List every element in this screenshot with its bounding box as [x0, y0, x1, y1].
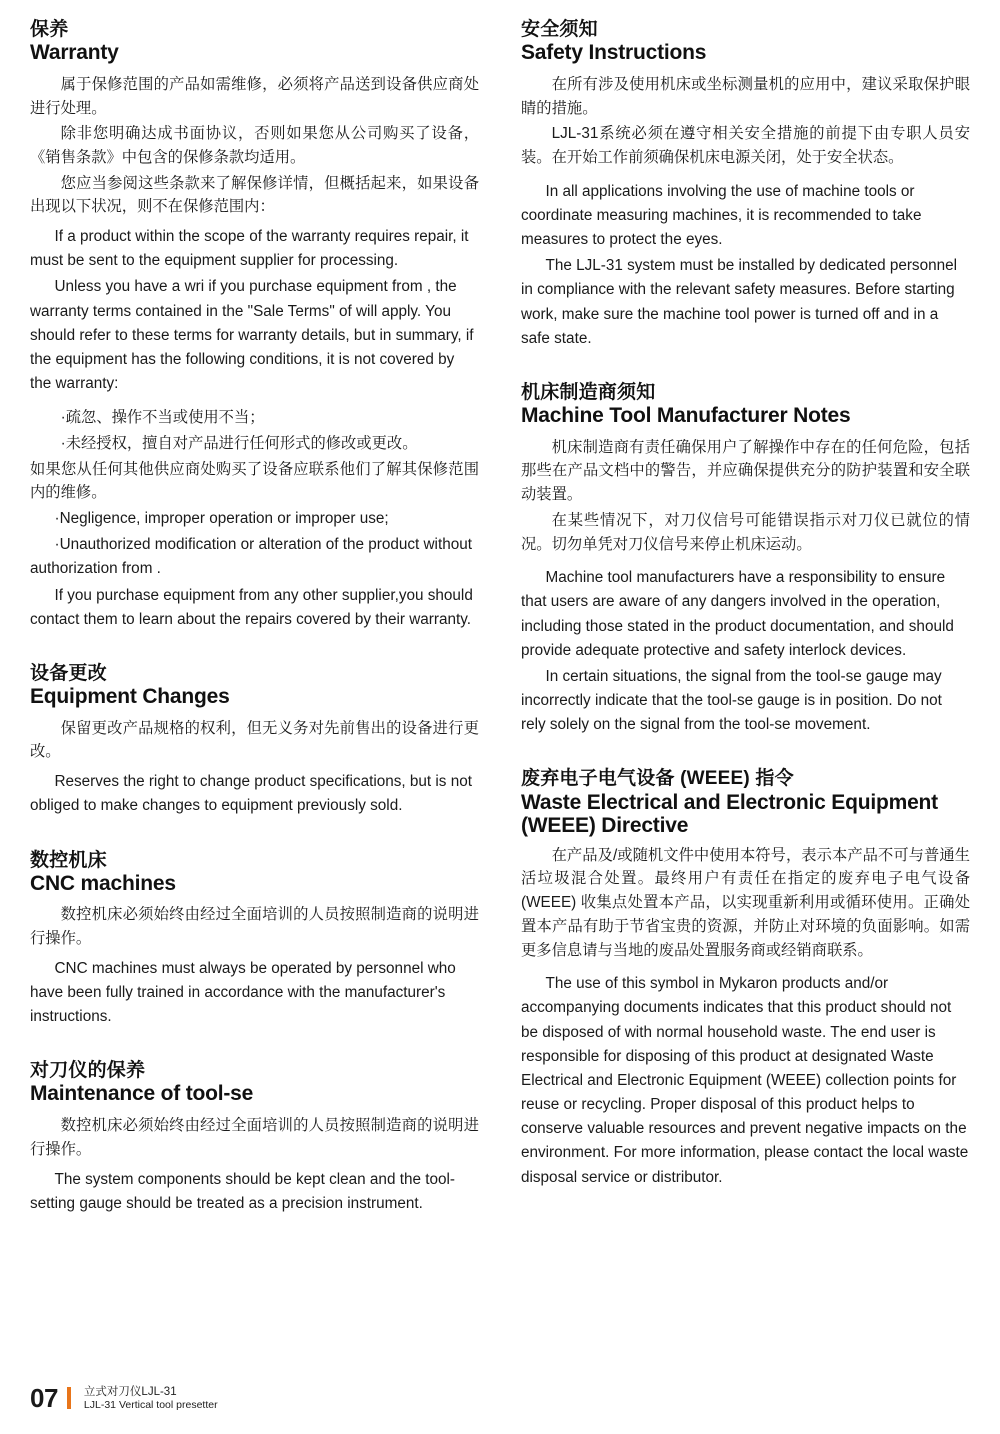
- right-column: [521, 18, 970, 1206]
- section-title-cn: 安全须知: [521, 19, 598, 40]
- section-title-en: Machine Tool Manufacturer Notes: [521, 404, 851, 428]
- paragraph: The LJL-31 system must be installed by dedicated personnel in compliance with the relevant safety measures. Before starting work, make sure the machine tool power is turned off and in a safe state.: [521, 257, 958, 347]
- section-warranty: [30, 18, 479, 632]
- paragraph: If a product within the scope of the warranty requires repair, it must be sent to the equipment supplier for processing.: [30, 228, 469, 270]
- section-title-en: Equipment Changes: [30, 685, 230, 709]
- section-maintenance-tool-se: [30, 1059, 479, 1216]
- paragraph: 在某些情况下，对刀仪信号可能错误指示对刀仪已就位的情况。切勿单凭对刀仪信号来停止机床运动。: [521, 511, 970, 553]
- paragraph: 属于保修范围的产品如需维修，必须将产品送到设备供应商处进行处理。: [30, 75, 479, 117]
- page-footer: [30, 1385, 218, 1413]
- footer-text-cn: 立式对刀仪LJL-31: [83, 1385, 177, 1398]
- paragraph: In certain situations, the signal from the tool-se gauge may incorrectly indicate that the tool-se gauge is in position. Do not rely solely on the signal from the tool-se movement.: [521, 667, 942, 734]
- footer-accent-bar: [67, 1387, 71, 1409]
- paragraph: Machine tool manufacturers have a responsibility to ensure that users are aware of any dangers involved in the operation, including those stated in the product documentation, and should provide adequate protective and safety interlock devices.: [521, 569, 954, 659]
- paragraph-bullet: ·Unauthorized modification or alteration of the product without authorization from .: [30, 536, 472, 578]
- section-title-en: Maintenance of tool-se: [30, 1082, 254, 1106]
- section-title-cn: 废弃电子电气设备 (WEEE) 指令: [521, 768, 794, 790]
- paragraph: CNC machines must always be operated by personnel who have been fully trained in accordance with the manufacturer's instructions.: [30, 959, 456, 1026]
- paragraph: 数控机床必须始终由经过全面培训的人员按照制造商的说明进行操作。: [30, 906, 479, 948]
- section-title-cn: 对刀仪的保养: [30, 1060, 146, 1082]
- footer-text-en: LJL-31 Vertical tool presetter: [83, 1398, 218, 1411]
- section-equipment-changes: [30, 662, 479, 819]
- paragraph: 您应当参阅这些条款来了解保修详情，但概括起来，如果设备出现以下状况，则不在保修范围内：: [30, 174, 479, 216]
- paragraph: 除非您明确达成书面协议，否则如果您从公司购买了设备，《销售条款》中包含的保修条款均适用。: [30, 125, 479, 167]
- section-title-en: Warranty: [30, 41, 119, 65]
- paragraph: 在产品及/或随机文件中使用本符号，表示本产品不可与普通生活垃圾混合处置。最终用户有责任在指定的废弃电子电气设备(WEEE) 收集点处置本产品，以实现重新利用或循环使用。正确处置本产品有助于节省宝贵的资源，并防止对环境的负面影响。如需更多信息请与当地的废品处置服务商或经销商联系。: [521, 846, 970, 959]
- paragraph: 保留更改产品规格的权利，但无义务对先前售出的设备进行更改。: [30, 719, 479, 761]
- section-title-cn: 保养: [30, 19, 69, 40]
- section-machine-tool-manufacturer-notes: [521, 381, 970, 738]
- paragraph: Reserves the right to change product specifications, but is not obliged to make changes to equipment previously sold.: [30, 773, 472, 815]
- page-number: 07: [30, 1383, 58, 1414]
- section-cnc-machines: [30, 849, 479, 1030]
- paragraph: 机床制造商有责任确保用户了解操作中存在的任何危险，包括那些在产品文档中的警告，并应确保提供充分的防护装置和安全联动装置。: [521, 438, 970, 504]
- paragraph-bullet: ·未经授权，擅自对产品进行任何形式的修改或更改。: [60, 434, 418, 452]
- section-title-cn: 设备更改: [30, 662, 107, 684]
- paragraph: The use of this symbol in Mykaron products and/or accompanying documents indicates that this product should not be disposed of with normal household waste. The end user is responsible for disposing of this product at designated Waste Electrical and Electronic Equipment (WEEE) collection points for reuse or recycling. Proper disposal of this product helps to conserve valuable resources and prevent negative impacts on the environment. For more information, please contact the local waste disposal service or distributor.: [521, 975, 969, 1186]
- footer-product-name: [84, 1385, 218, 1413]
- paragraph-bullet: ·疏忽、操作不当或使用不当；: [60, 409, 265, 427]
- left-column: [30, 18, 479, 1232]
- paragraph-bullet: ·Negligence, improper operation or improper use;: [54, 510, 389, 528]
- section-title-en: Safety Instructions: [521, 41, 707, 65]
- paragraph: The system components should be kept clean and the tool-setting gauge should be treated as a precision instrument.: [30, 1170, 455, 1212]
- paragraph: LJL-31系统必须在遵守相关安全措施的前提下由专职人员安装。在开始工作前须确保机床电源关闭，处于安全状态。: [521, 125, 970, 167]
- paragraph: In all applications involving the use of machine tools or coordinate measuring machines, it is recommended to take measures to protect the eyes.: [521, 182, 922, 249]
- two-column-layout: [30, 18, 970, 1232]
- paragraph: 如果您从任何其他供应商处购买了设备应联系他们了解其保修范围内的维修。: [30, 460, 479, 502]
- section-title-cn: 数控机床: [30, 849, 107, 871]
- section-title-en: CNC machines: [30, 871, 176, 895]
- paragraph: 数控机床必须始终由经过全面培训的人员按照制造商的说明进行操作。: [30, 1117, 479, 1158]
- paragraph: Unless you have a wri if you purchase equipment from , the warranty terms contained in the "Sale Terms" of will apply. You should refer to these terms for warranty details, but in summary, if the equipment has the following conditions, it is not covered by the warranty:: [30, 278, 474, 393]
- section-title-en: Waste Electrical and Electronic Equipment (WEEE) Directive: [521, 790, 938, 837]
- section-weee-directive: [521, 767, 970, 1189]
- paragraph: If you purchase equipment from any other supplier,you should contact them to learn about the repairs covered by their warranty.: [30, 586, 473, 628]
- section-safety-instructions: [521, 18, 970, 351]
- paragraph: 在所有涉及使用机床或坐标测量机的应用中，建议采取保护眼睛的措施。: [521, 75, 970, 117]
- section-title-cn: 机床制造商须知: [521, 381, 656, 403]
